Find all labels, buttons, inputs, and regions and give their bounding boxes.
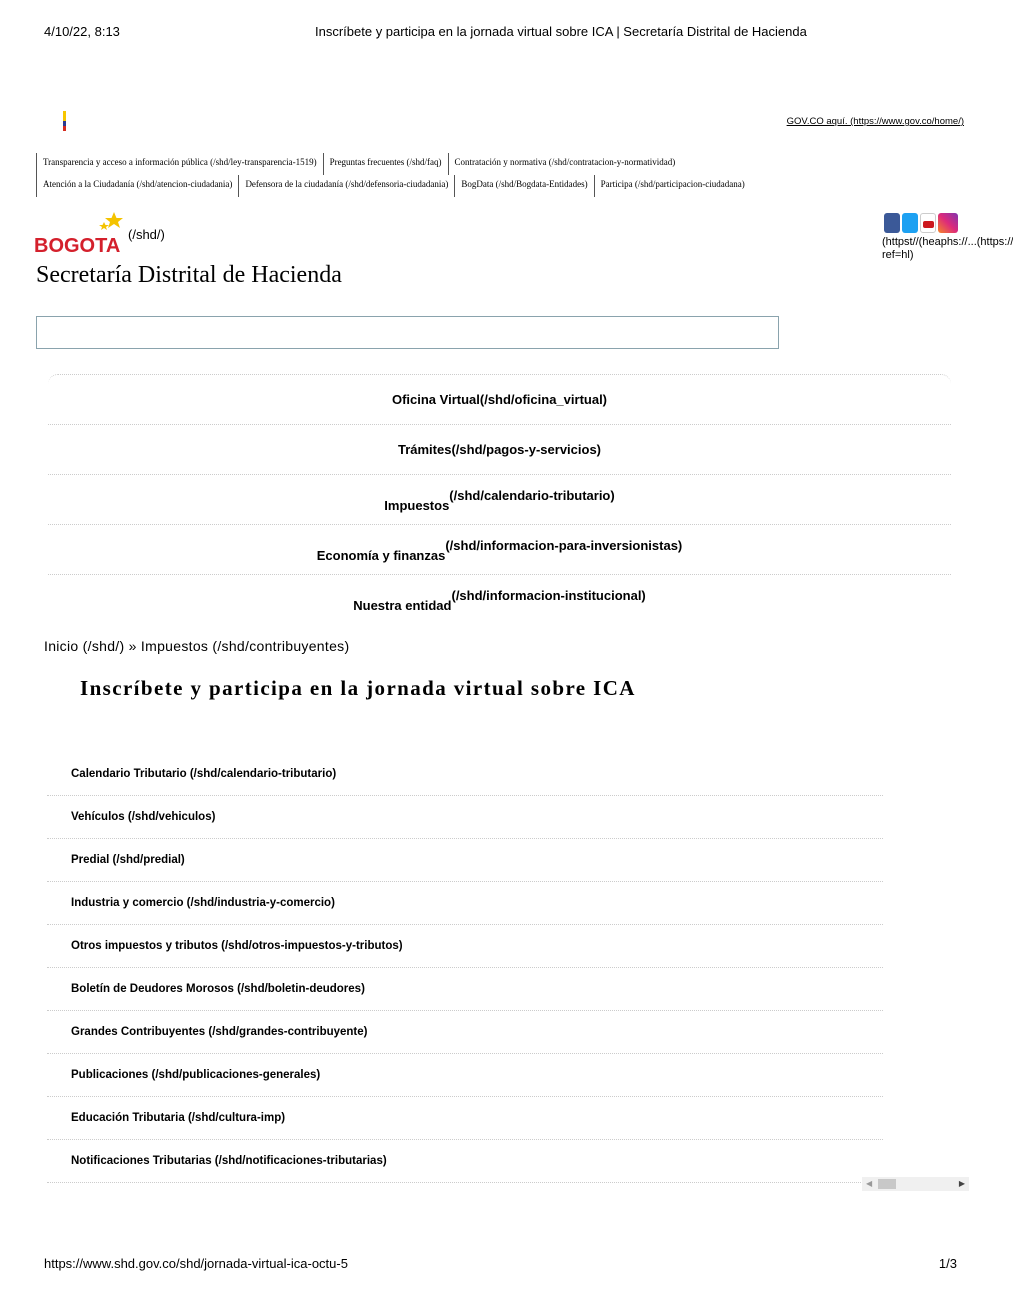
- scrollbar-thumb[interactable]: [878, 1179, 896, 1189]
- social-links-text: (httpst//(heaphs://...(https:// ref=hl): [882, 236, 1013, 261]
- horizontal-scrollbar[interactable]: [862, 1177, 969, 1191]
- youtube-icon[interactable]: [920, 213, 936, 233]
- print-datetime: 4/10/22, 8:13: [44, 24, 120, 39]
- side-item-publicaciones[interactable]: Publicaciones (/shd/publicaciones-generales): [47, 1054, 883, 1097]
- side-item-vehiculos[interactable]: Vehículos (/shd/vehiculos): [47, 796, 883, 839]
- side-item-boletin[interactable]: Boletín de Deudores Morosos (/shd/boletin-deudores): [47, 968, 883, 1011]
- page-title: Inscríbete y participa en la jornada virtual sobre ICA: [80, 676, 636, 700]
- menu-item-tramites[interactable]: Trámites (/shd/pagos-y-servicios): [48, 425, 951, 475]
- facebook-icon[interactable]: [884, 213, 900, 233]
- print-page-number: 1/3: [938, 1256, 957, 1271]
- menu-item-oficina-virtual[interactable]: Oficina Virtual (/shd/oficina_virtual): [48, 375, 951, 425]
- link-transparencia[interactable]: Transparencia y acceso a información pública (/shd/ley-transparencia-1519): [36, 153, 323, 175]
- link-contratacion[interactable]: Contratación y normativa (/shd/contratacion-y-normatividad): [448, 153, 682, 175]
- logo-text: BOGOTA: [34, 235, 121, 257]
- scroll-left-icon[interactable]: ◀: [866, 1179, 873, 1188]
- colombia-flag-bar: [63, 111, 66, 131]
- link-atencion-ciudadania[interactable]: Atención a la Ciudadanía (/shd/atencion-ciudadania): [36, 175, 238, 197]
- search-box[interactable]: [36, 316, 779, 349]
- instagram-icon[interactable]: [938, 213, 958, 233]
- govco-link[interactable]: GOV.CO aquí. (https://www.gov.co/home/): [786, 116, 964, 127]
- twitter-icon[interactable]: [902, 213, 918, 233]
- side-item-calendario[interactable]: Calendario Tributario (/shd/calendario-tributario): [47, 753, 883, 796]
- print-url: https://www.shd.gov.co/shd/jornada-virtual-ica-octu-5: [44, 1256, 348, 1271]
- side-item-notificaciones[interactable]: Notificaciones Tributarias (/shd/notificaciones-tributarias): [47, 1140, 883, 1183]
- bogota-logo[interactable]: [34, 210, 126, 260]
- menu-item-nuestra-entidad[interactable]: Nuestra entidad (/shd/informacion-institucional): [353, 588, 646, 613]
- main-menu: [48, 374, 951, 624]
- link-preguntas-frecuentes[interactable]: Preguntas frecuentes (/shd/faq): [323, 153, 448, 175]
- top-links-row-2: [36, 175, 751, 197]
- scroll-right-icon[interactable]: ▶: [958, 1179, 965, 1188]
- breadcrumb[interactable]: Inicio (/shd/) » Impuestos (/shd/contribuyentes): [44, 638, 350, 654]
- menu-item-economia[interactable]: Economía y finanzas (/shd/informacion-para-inversionistas): [48, 525, 951, 575]
- side-item-educacion[interactable]: Educación Tributaria (/shd/cultura-imp): [47, 1097, 883, 1140]
- small-star-icon: [99, 222, 109, 230]
- top-links-row-1: [36, 153, 681, 175]
- logo-link-text[interactable]: (/shd/): [128, 227, 165, 242]
- side-menu: [47, 753, 883, 1183]
- link-participa[interactable]: Participa (/shd/participacion-ciudadana): [594, 175, 751, 197]
- side-item-industria[interactable]: Industria y comercio (/shd/industria-y-comercio): [47, 882, 883, 925]
- side-item-otros-impuestos[interactable]: Otros impuestos y tributos (/shd/otros-impuestos-y-tributos): [47, 925, 883, 968]
- print-page-title: Inscríbete y participa en la jornada virtual sobre ICA | Secretaría Distrital de Hacienda: [315, 24, 807, 39]
- side-item-predial[interactable]: Predial (/shd/predial): [47, 839, 883, 882]
- link-bogdata[interactable]: BogData (/shd/Bogdata-Entidades): [454, 175, 593, 197]
- site-name: Secretaría Distrital de Hacienda: [36, 262, 342, 288]
- side-item-grandes-contribuyentes[interactable]: Grandes Contribuyentes (/shd/grandes-contribuyente): [47, 1011, 883, 1054]
- link-defensora[interactable]: Defensora de la ciudadanía (/shd/defensoria-ciudadania): [238, 175, 454, 197]
- menu-item-impuestos[interactable]: Impuestos (/shd/calendario-tributario): [48, 475, 951, 525]
- social-icons: [884, 213, 958, 233]
